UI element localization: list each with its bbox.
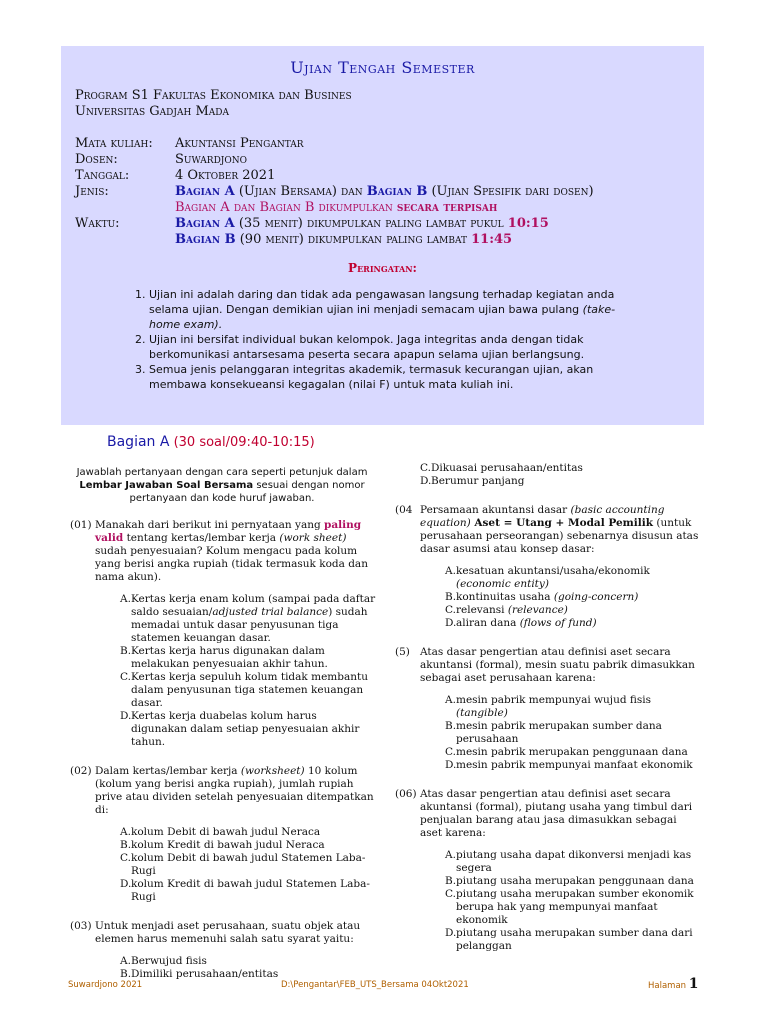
question-03-continued bbox=[420, 462, 700, 488]
time-part-a-label: Bagian A bbox=[175, 216, 235, 231]
option-d: D. piutang usaha merupakan sumber dana dari pelanggan bbox=[445, 927, 693, 952]
answer-options bbox=[445, 565, 700, 630]
option-d: D. kolum Kredit di bawah judul Statemen Laba-Rugi bbox=[120, 878, 370, 903]
option-c: C. Kertas kerja sepuluh kolum tidak membantu dalam penyusunan tiga statemen keuangan dasar. bbox=[120, 671, 368, 709]
time-part-b-desc: (90 menit) dikumpulkan paling lambat bbox=[235, 232, 472, 247]
option-d: D. mesin pabrik mempunyai manfaat ekonomik bbox=[445, 759, 693, 771]
type-part-b: Bagian B bbox=[366, 184, 428, 199]
option-b: B. Dimiliki perusahaan/entitas bbox=[120, 968, 279, 980]
instructions: Jawablah pertanyaan dengan cara seperti petunjuk dalam Lembar Jawaban Soal Bersama sesuai dengan nomor pertanyaan dan kode huruf jawaban. bbox=[76, 467, 368, 504]
option-c: C. mesin pabrik merupakan penggunaan dana bbox=[445, 746, 688, 758]
type-note-text: Bagian A dan Bagian B dikumpulkan bbox=[175, 200, 397, 215]
question-01: (01) Manakah dari berikut ini pernyataan yang paling valid tentang kertas/lembar kerja (work sheet) sudah penyesuaian? Kolum mengacu pada kolum yang berisi angka rupiah (tidak termasuk koda dan nama akun). A. Kertas kerja enam kolum (sampai pada daftar saldo sesuaian/adjusted trial balance) sudah memadai untuk dasar penyusunan tiga statemen keuangan dasar. B. Kertas kerja harus digunakan dalam melakukan penyesuaian akhir tahun. C. Kertas kerja sepuluh kolum tidak membantu dalam penyusunan tiga statemen keuangan dasar. D. Kertas kerja duabelas kolum harus digunakan dalam setiap penyesuaian akhir tahun. bbox=[70, 519, 376, 748]
type-note bbox=[175, 200, 497, 215]
answer-options bbox=[445, 849, 700, 953]
page-number: 1 bbox=[688, 976, 699, 992]
page-label: Halaman bbox=[648, 981, 689, 991]
footer-file-path: D:\Pengantar\FEB_UTS_Bersama 04Okt2021 bbox=[281, 980, 469, 990]
answer-sheet-name: Lembar Jawaban Soal Bersama bbox=[79, 480, 254, 491]
section-heading bbox=[107, 434, 315, 450]
accounting-equation: Aset = Utang + Modal Pemilik bbox=[470, 517, 654, 529]
footer-page bbox=[648, 976, 699, 992]
option-a: A. piutang usaha dapat dikonversi menjadi kas segera bbox=[445, 849, 692, 874]
question-02: (02) Dalam kertas/lembar kerja (worksheet) 10 kolum (kolum yang berisi angka rupiah), jumlah rupiah prive atau dividen setelah penyesuaian ditempatkan di: A. kolum Debit di bawah judul Neraca B. kolum Kredit di bawah judul Neraca C. kolum Debit di bawah judul Statemen Laba-Rugi D. kolum Kredit di bawah judul Statemen Laba-Rugi bbox=[70, 765, 376, 904]
option-a: A. mesin pabrik mempunyai wujud fisis (tangible) bbox=[445, 694, 652, 719]
answer-options bbox=[445, 694, 700, 772]
option-c: C. kolum Debit di bawah judul Statemen Laba-Rugi bbox=[120, 852, 366, 877]
time-part-a bbox=[175, 216, 549, 231]
program-name: Program S1 Fakultas Ekonomika dan Busines bbox=[75, 88, 352, 103]
warning-item: 2. Ujian ini bersifat individual bukan kelompok. Jaga integritas anda dengan tidak berkomunikasi antarsesama peserta secara apapun selama ujian berlangsung. bbox=[135, 333, 585, 361]
emphasis-text: paling valid bbox=[95, 519, 362, 544]
option-a: A. kesatuan akuntansi/usaha/ekonomik (economic entity) bbox=[445, 565, 650, 590]
warning-item: 3. Semua jenis pelanggaran integritas akademik, termasuk kecurangan ujian, akan membawa konsekueansi kegagalan (nilai F) untuk mata kuliah ini. bbox=[135, 363, 594, 391]
section-subtitle: (30 soal/09:40-10:15) bbox=[169, 435, 315, 450]
exam-title: Ujian Tengah Semester bbox=[290, 58, 475, 77]
date-value: 4 Oktober 2021 bbox=[175, 168, 276, 183]
answer-options bbox=[120, 826, 376, 904]
type-label: Jenis: bbox=[75, 184, 109, 199]
option-a: A. kolum Debit di bawah judul Neraca bbox=[120, 826, 321, 838]
right-column bbox=[395, 462, 700, 953]
answer-options bbox=[120, 955, 376, 981]
left-column bbox=[70, 519, 376, 981]
option-c: C. relevansi (relevance) bbox=[445, 604, 568, 616]
time-part-a-desc: (35 menit) dikumpulkan paling lambat pukul bbox=[234, 216, 508, 231]
warning-item: 1. Ujian ini adalah daring dan tidak ada pengawasan langsung terhadap kegiatan anda selama ujian. Dengan demikian ujian ini menjadi semacam ujian bawa pulang (take-home exam). bbox=[135, 288, 616, 331]
option-b: B. Kertas kerja harus digunakan dalam melakukan penyesuaian akhir tahun. bbox=[120, 645, 328, 670]
footer-author: Suwardjono 2021 bbox=[68, 980, 143, 990]
option-b: B. mesin pabrik merupakan sumber dana perusahaan bbox=[445, 720, 662, 745]
option-a: A. Kertas kerja enam kolum (sampai pada daftar saldo sesuaian/adjusted trial balance) sudah memadai untuk dasar penyusunan tiga statemen keuangan dasar. bbox=[120, 593, 376, 644]
time-label: Waktu: bbox=[75, 216, 120, 231]
question-06: (06) Atas dasar pengertian atau definisi aset secara akuntansi (formal), piutang usaha yang timbul dari penjualan barang atau jasa dimasukkan sebagai aset karena: A. piutang usaha dapat dikonversi menjadi kas segera B. piutang usaha merupakan penggunaan dana C. piutang usaha merupakan sumber ekonomik berupa hak yang mempunyai manfaat ekonomik D. piutang usaha merupakan sumber dana dari pelanggan bbox=[395, 788, 700, 953]
question-number: (5) bbox=[395, 646, 410, 658]
type-part-a: Bagian A bbox=[175, 184, 235, 199]
option-b: B. kolum Kredit di bawah judul Neraca bbox=[120, 839, 325, 851]
answer-options bbox=[120, 593, 376, 749]
question-number: (02) bbox=[70, 765, 92, 777]
option-c: C. Dikuasai perusahaan/entitas bbox=[420, 462, 583, 474]
option-b: B. piutang usaha merupakan penggunaan dana bbox=[445, 875, 694, 887]
type-note-emph: secara terpisah bbox=[396, 200, 498, 215]
warning-title: Peringatan: bbox=[348, 261, 417, 275]
university-name: Universitas Gadjah Mada bbox=[75, 104, 229, 119]
option-d: D. aliran dana (flows of fund) bbox=[445, 617, 597, 629]
type-part-b-desc: (Ujian Spesifik dari dosen) bbox=[427, 184, 594, 199]
option-d: D. Berumur panjang bbox=[420, 475, 525, 487]
option-b: B. kontinuitas usaha (going-concern) bbox=[445, 591, 639, 603]
exam-header-box bbox=[61, 46, 704, 425]
course-label: Mata kuliah: bbox=[75, 136, 153, 151]
section-title: Bagian A bbox=[107, 434, 170, 450]
course-value: Akuntansi Pengantar bbox=[175, 136, 304, 151]
time-part-b-label: Bagian B bbox=[175, 232, 236, 247]
lecturer-label: Dosen: bbox=[75, 152, 118, 167]
time-part-b-deadline: 11:45 bbox=[471, 232, 513, 247]
question-number: (01) bbox=[70, 519, 92, 531]
time-part-b bbox=[175, 232, 512, 247]
question-03: (03) Untuk menjadi aset perusahaan, suatu objek atau elemen harus memenuhi salah satu syarat yaitu: A. Berwujud fisis B. Dimiliki perusahaan/entitas bbox=[70, 920, 376, 981]
type-value bbox=[175, 184, 594, 199]
type-part-a-desc: (Ujian Bersama) dan bbox=[234, 184, 367, 199]
question-number: (06) bbox=[395, 788, 417, 800]
question-number: (04 bbox=[395, 504, 413, 516]
question-05: (5) Atas dasar pengertian atau definisi aset secara akuntansi (formal), mesin suatu pabrik dimasukkan sebagai aset perusahaan karena: A. mesin pabrik mempunyai wujud fisis (tangible) B. mesin pabrik merupakan sumber dana perusahaan C. mesin pabrik merupakan penggunaan dana D. mesin pabrik mempunyai manfaat ekonomik bbox=[395, 646, 700, 772]
lecturer-value: Suwardjono bbox=[175, 152, 248, 167]
option-d: D. Kertas kerja duabelas kolum harus digunakan dalam setiap penyesuaian akhir tahun. bbox=[120, 710, 360, 748]
question-number: (03) bbox=[70, 920, 92, 932]
warning-list bbox=[135, 287, 635, 392]
time-part-a-deadline: 10:15 bbox=[507, 216, 549, 231]
question-04: (04 Persamaan akuntansi dasar (basic accounting equation) Aset = Utang + Modal Pemilik (untuk perusahaan perseorangan) sebenarnya disusun atas dasar asumsi atau konsep dasar: A. kesatuan akuntansi/usaha/ekonomik (economic entity) B. kontinuitas usaha (going-concern) C. relevansi (relevance) D. aliran dana (flows of fund) bbox=[395, 504, 699, 629]
date-label: Tanggal: bbox=[75, 168, 130, 183]
option-a: A. Berwujud fisis bbox=[120, 955, 207, 967]
option-c: C. piutang usaha merupakan sumber ekonomik berupa hak yang mempunyai manfaat ekonomik bbox=[445, 888, 694, 926]
